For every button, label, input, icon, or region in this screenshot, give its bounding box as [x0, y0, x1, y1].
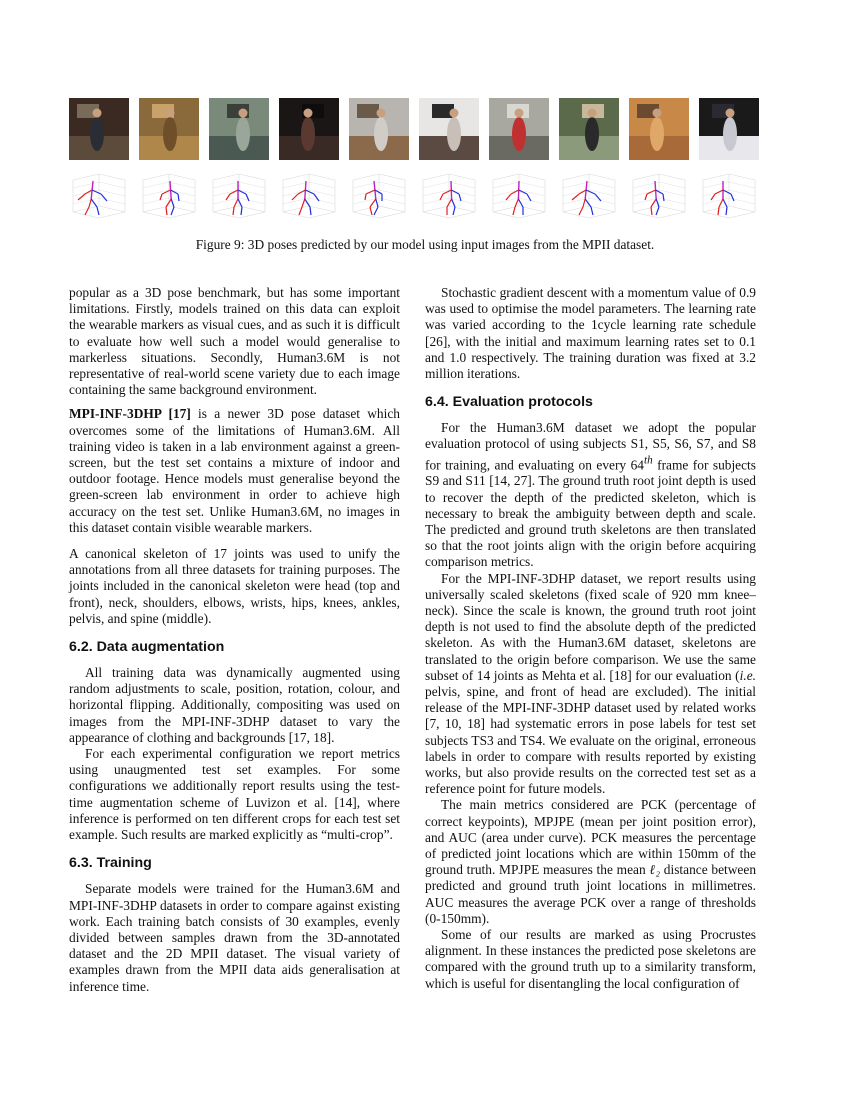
paragraph-text: pelvis, spine, and front of head are excluded). The initial release of the MPI-INF-3DHP dataset used by related works [7, 10, 18] had systematic errors in pose labels for test set subjects TS3 and TS4. We evaluate on the original, erroneous labels in order to compare with results reported by existing works, but also provide results on the corrected test set as a reference point for future models. [425, 683, 756, 797]
photo-graphic [349, 98, 409, 160]
input-image [279, 98, 339, 160]
input-image-row [69, 98, 759, 160]
pose-skeleton-graphic [489, 172, 549, 220]
left-column [69, 285, 400, 995]
paragraph [425, 571, 756, 798]
paragraph: Some of our results are marked as using Procrustes alignment. In these instances the predicted pose skeletons are compared with the ground truth up to a similarity transform, which is useful for disentangling the local configuration of [425, 926, 756, 991]
paragraph: For each experimental configuration we report metrics using unaugmented test set examples. For some configurations we additionally report results using the test-time augmentation scheme of Luvizon et al. [14], where inference is performed on ten different crops for each test set example. Such results are marked explicitly as “multi-crop”. [69, 746, 400, 843]
input-image [699, 98, 759, 160]
photo-graphic [699, 98, 759, 160]
paragraph-text: frame for subjects S9 and S11 [14, 27]. The ground truth root joint depth is used to recover the depth of the predicted skeleton, which is necessary to break the ambiguity between depth and scale. The predicted and ground truth skeletons are then translated so that the root joints align with the origin before acquiring comparison metrics. [425, 457, 756, 570]
section-heading: 6.4. Evaluation protocols [425, 394, 593, 411]
paragraph: Separate models were trained for the Human3.6M and MPI-INF-3DHP datasets in order to compare against existing work. Each training batch consists of 30 examples, evenly divided between samples drawn from the 3D-annotated dataset and the 2D MPII dataset. The visual variety of examples drawn from the MPII data aids generalisation at inference time. [69, 881, 400, 994]
pose-skeleton-graphic [419, 172, 479, 220]
paragraph [69, 406, 400, 536]
paragraph [425, 420, 756, 570]
input-image [419, 98, 479, 160]
paragraph-text: distance between predicted and ground truth joint locations in millimetres. AUC measures the average PCK over a range of thresholds (0-150mm). [425, 862, 757, 926]
pose-3d-plot [139, 172, 199, 220]
input-image [629, 98, 689, 160]
paragraph-text: The main metrics considered are PCK (percentage of correct keypoints), MPJPE (mean per joint position error), and AUC (area under curve). PCK measures the percentage of predicted joint locations which are within 150mm of the ground truth. MPJPE measures the mean [425, 797, 756, 878]
emphasis: i.e. [739, 667, 756, 683]
photo-graphic [559, 98, 619, 160]
paragraph-text: For the Human3.6M dataset we adopt the popular evaluation protocol of using subjects S1, S5, S6, S7, and S8 for training, and evaluating on every 64 [425, 420, 756, 473]
pose-3d-plot [489, 172, 549, 220]
pose-3d-plot [419, 172, 479, 220]
dataset-name: MPI-INF-3DHP [17] [69, 406, 191, 422]
pose-3d-plot [629, 172, 689, 220]
pose-3d-plot [279, 172, 339, 220]
pose-3d-plot [699, 172, 759, 220]
photo-graphic [489, 98, 549, 160]
input-image [69, 98, 129, 160]
section-heading: 6.3. Training [69, 855, 152, 872]
photo-graphic [69, 98, 129, 160]
pose-3d-plot [69, 172, 129, 220]
photo-graphic [139, 98, 199, 160]
math-symbol: ℓ₂ [649, 862, 661, 878]
pose-skeleton-graphic [699, 172, 759, 220]
paragraph: Stochastic gradient descent with a momentum value of 0.9 was used to optimise the model parameters. The learning rate was varied according to the 1cycle learning rate schedule [26], with the initial and maximum learning rates set to 0.1 and 1.0 respectively. The training duration was fixed at 3.2 million iterations. [425, 285, 756, 382]
input-image [559, 98, 619, 160]
paragraph: popular as a 3D pose benchmark, but has some important limitations. Firstly, models trained on this data can exploit the wearable markers as visual cues, and as such it is difficult to evaluate how well such a model would generalise to markerless situations. Secondly, Human3.6M is not representative of real-world scene variety due to each image containing the same background environment. [69, 285, 400, 398]
pose-plot-row [69, 172, 759, 220]
input-image [349, 98, 409, 160]
photo-graphic [279, 98, 339, 160]
photo-graphic [629, 98, 689, 160]
pose-skeleton-graphic [209, 172, 269, 220]
paragraph: A canonical skeleton of 17 joints was used to unify the annotations from all three datasets for training purposes. The joints included in the canonical skeleton were head (top and front), neck, shoulders, elbows, wrists, hips, knees, ankles, pelvis, and spine (middle). [69, 546, 400, 626]
superscript: th [643, 454, 653, 467]
pose-3d-plot [209, 172, 269, 220]
pose-3d-plot [349, 172, 409, 220]
figure-9 [69, 98, 759, 220]
section-heading: 6.2. Data augmentation [69, 639, 225, 656]
pose-skeleton-graphic [279, 172, 339, 220]
pose-3d-plot [559, 172, 619, 220]
photo-graphic [209, 98, 269, 160]
pose-skeleton-graphic [559, 172, 619, 220]
input-image [489, 98, 549, 160]
pose-skeleton-graphic [139, 172, 199, 220]
paragraph-text: is a newer 3D pose dataset which overcomes some of the limitations of Human3.6M. All training video is taken in a lab environment against a green-screen, but the test set contains a mixture of indoor and outdoor footage. Hence models must generalise beyond the green-screen lab environment in order to achieve high accuracy on the test set. Unlike Human3.6M, no images in this dataset contain visible wearable markers. [69, 406, 400, 535]
pose-skeleton-graphic [629, 172, 689, 220]
pose-skeleton-graphic [349, 172, 409, 220]
photo-graphic [419, 98, 479, 160]
paragraph [425, 797, 756, 927]
paragraph: All training data was dynamically augmented using random adjustments to scale, position, rotation, colour, and horizontal flipping. Additionally, compositing was used on images from the MPI-INF-3DHP dataset to vary the appearance of clothing and backgrounds [17, 18]. [69, 665, 400, 745]
paragraph-text: For the MPI-INF-3DHP dataset, we report results using universally scaled skeletons (fixed scale of 920 mm knee–neck). Since the scale is known, the ground truth root joint depth is not used to find the absolute depth of the predicted skeleton. As with the Human3.6M dataset, skeletons are translated to the origin before comparison. We use the same subset of 14 joints as Mehta et al. [18] for our evaluation ( [425, 570, 756, 683]
input-image [139, 98, 199, 160]
input-image [209, 98, 269, 160]
figure-caption: Figure 9: 3D poses predicted by our model using input images from the MPII dataset. [195, 237, 655, 252]
right-column [425, 285, 756, 992]
pose-skeleton-graphic [69, 172, 129, 220]
